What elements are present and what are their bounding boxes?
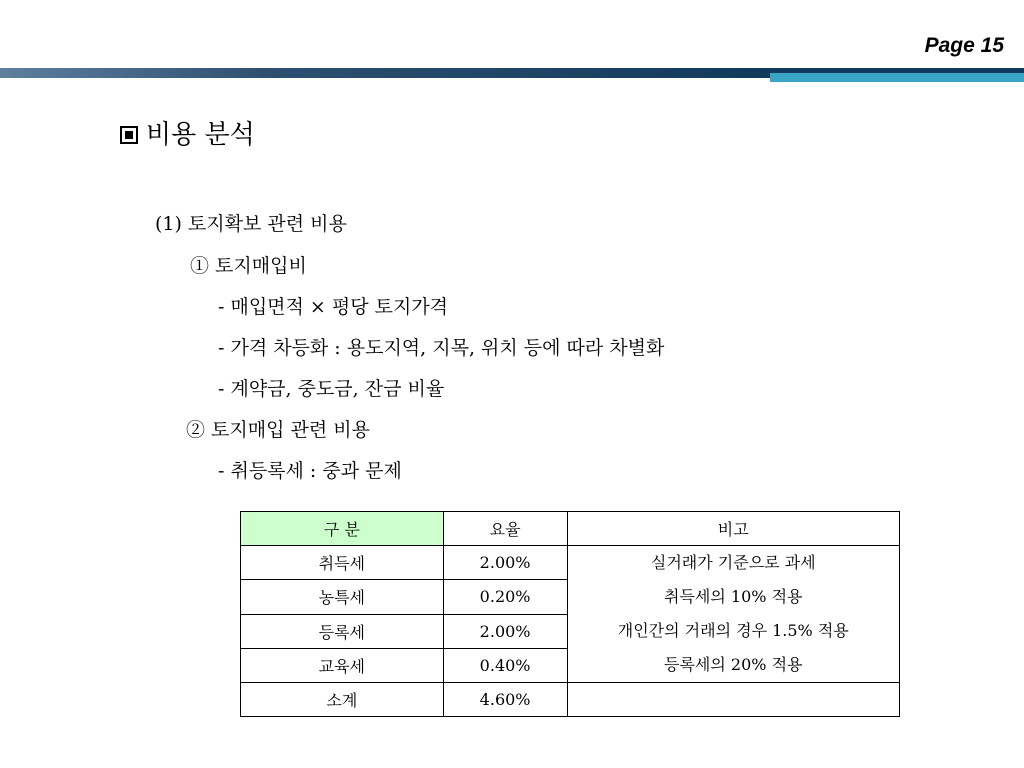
note-line: 등록세의 20% 적용 [664,655,803,674]
detail-line: - 매입면적 × 평당 토지가격 [218,296,449,318]
header-bar-dark [0,68,770,78]
section-title [120,114,255,151]
table-cell-category: 교육세 [241,648,444,682]
item-title-land-purchase: ① 토지매입비 [190,255,307,277]
table-total-row [241,683,900,717]
table-header-row [241,512,900,546]
table-cell-rate: 0.20% [443,580,567,614]
table-row [241,546,900,580]
table-cell-category: 취득세 [241,546,444,580]
table-cell-category: 등록세 [241,614,444,648]
table-cell-rate: 0.40% [443,648,567,682]
table-header-note: 비고 [567,512,899,546]
table-cell-category: 농특세 [241,580,444,614]
table-cell-rate: 2.00% [443,546,567,580]
note-line: 실거래가 기준으로 과세 [650,553,816,572]
subsection-heading: (1) 토지확보 관련 비용 [155,213,347,235]
table-cell-total-category: 소계 [241,683,444,717]
table-header-category: 구 분 [241,512,444,546]
note-line: 취득세의 10% 적용 [664,587,803,606]
table-cell-total-note [567,683,899,717]
detail-line: - 취등록세 : 중과 문제 [218,460,402,482]
square-bullet-icon [120,126,138,144]
table-cell-rate: 2.00% [443,614,567,648]
header-bar [0,68,1024,82]
table-cell-notes [567,546,899,683]
item-title-related-costs: ② 토지매입 관련 비용 [186,419,370,441]
section-title-text: 비용 분석 [146,120,255,150]
table-header-rate: 요율 [443,512,567,546]
note-line: 개인간의 거래의 경우 1.5% 적용 [617,621,849,640]
header-bar-teal [770,73,1024,82]
detail-line: - 가격 차등화 : 용도지역, 지목, 위치 등에 따라 차별화 [218,337,665,359]
page-number: Page 15 [924,34,1004,57]
detail-line: - 계약금, 중도금, 잔금 비율 [218,378,445,400]
table-cell-total-rate: 4.60% [443,683,567,717]
cost-table [240,511,900,717]
